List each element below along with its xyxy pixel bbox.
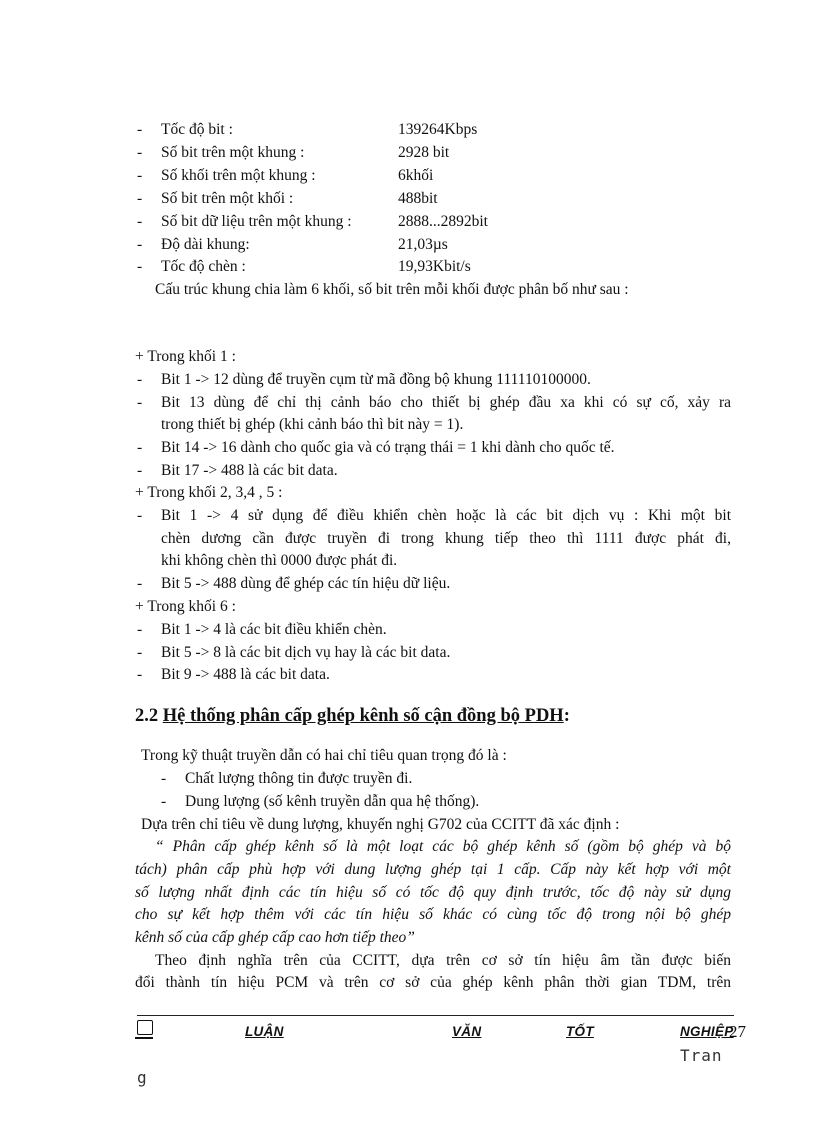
footer-word: NGHIỆP (680, 1024, 734, 1039)
spec-dash: - (137, 144, 143, 161)
spec-value: 139264Kbps (398, 121, 478, 138)
criteria-item: Dung lượng (số kênh truyền dẫn qua hệ thống). (185, 793, 480, 810)
spec-label: Tốc độ bit : (161, 121, 233, 138)
spec-dash: - (137, 190, 143, 207)
section-title: Hệ thống phân cấp ghép kênh số cận đồng bộ PDH (162, 706, 564, 726)
block6-item: Bit 9 -> 488 là các bit data. (161, 666, 330, 683)
spec-value: 488bit (398, 190, 438, 207)
quote-line: số lượng nhất định các tín hiệu số có tốc độ quy định trước, tốc độ này sử dụng (135, 884, 731, 901)
spec-value: 2928 bit (398, 144, 450, 161)
block1-title: + Trong khối 1 : (135, 348, 236, 365)
block1-item: Bit 14 -> 16 dành cho quốc gia và có trạng thái = 1 khi dành cho quốc tế. (161, 439, 615, 456)
block1-item: Bit 1 -> 12 dùng để truyền cụm từ mã đồng bộ khung 111110100000. (161, 371, 591, 388)
section-colon: : (563, 706, 570, 726)
spec-dash: - (137, 167, 143, 184)
list-dash: - (137, 394, 143, 411)
block2-item-cont: chèn dương cần được truyền đi trong khung tiếp theo thì 1111 được phát đi, (161, 530, 731, 547)
page-number: 27 (729, 1022, 746, 1041)
list-dash: - (137, 575, 143, 592)
spec-label: Số bit dữ liệu trên một khung : (161, 213, 352, 230)
list-dash: - (161, 770, 167, 787)
block6-item: Bit 1 -> 4 là các bit điều khiển chèn. (161, 621, 387, 638)
spec-value: 2888...2892bit (398, 213, 488, 230)
list-dash: - (137, 371, 143, 388)
closing-line: đổi thành tín hiệu PCM và trên cơ sở của ghép kênh phân thời gian TDM, trên (135, 974, 731, 991)
list-dash: - (137, 507, 143, 524)
list-dash: - (137, 666, 143, 683)
quote-line: cho sự kết hợp thêm với các tín hiệu số khác có cùng tốc độ trong nội bộ ghép (135, 906, 731, 923)
quote-line: “ Phân cấp ghép kênh số là một loạt các bộ ghép kênh số (gồm bộ ghép và bộ (155, 838, 731, 855)
list-dash: - (161, 793, 167, 810)
spec-dash: - (137, 213, 143, 230)
footer-word: VĂN (452, 1024, 482, 1039)
block1-item: Bit 17 -> 488 là các bit data. (161, 462, 338, 479)
block1-item-cont: trong thiết bị ghép (khi cảnh báo thì bit này = 1). (161, 416, 464, 433)
block2-item: Bit 5 -> 488 dùng để ghép các tín hiệu dữ liệu. (161, 575, 451, 592)
block1-item: Bit 13 dùng để chỉ thị cảnh báo cho thiết bị ghép đầu xa khi có sự cố, xảy ra (161, 394, 731, 411)
spec-value: 19,93Kbit/s (398, 258, 471, 275)
list-dash: - (137, 462, 143, 479)
section-heading (135, 706, 570, 727)
block2-item: Bit 1 -> 4 sử dụng để điều khiển chèn hoặc là các bit dịch vụ : Khi một bit (161, 507, 731, 524)
footer-word: TỐT (566, 1024, 594, 1039)
quote-line: tách) phân cấp phù hợp với dung lượng ghép tại 1 cấp. Cấp này kết hợp với một (135, 861, 731, 878)
footer-trang-g: g (137, 1068, 148, 1087)
footer-word: LUẬN (245, 1024, 284, 1039)
block2-title: + Trong khối 2, 3,4 , 5 : (135, 484, 283, 501)
list-dash: - (137, 621, 143, 638)
spec-label: Số khối trên một khung : (161, 167, 316, 184)
footer-divider (137, 1015, 734, 1016)
block2-item-cont: khi không chèn thì 0000 được phát đi. (161, 552, 398, 569)
frame-structure-intro: Cấu trúc khung chia làm 6 khối, số bit trên mỗi khối được phân bố như sau : (155, 281, 629, 298)
intro-paragraph: Trong kỹ thuật truyền dẫn có hai chỉ tiêu quan trọng đó là : (141, 747, 507, 764)
criteria-item: Chất lượng thông tin được truyền đi. (185, 770, 413, 787)
list-dash: - (137, 644, 143, 661)
spec-dash: - (137, 236, 143, 253)
spec-dash: - (137, 121, 143, 138)
spec-label: Số bit trên một khối : (161, 190, 294, 207)
spec-label: Tốc độ chèn : (161, 258, 246, 275)
basis-paragraph: Dựa trên chỉ tiêu về dung lượng, khuyến nghị G702 của CCITT đã xác định : (141, 816, 620, 833)
list-dash: - (137, 439, 143, 456)
spec-value: 21,03µs (398, 236, 448, 253)
section-number: 2.2 (135, 706, 159, 726)
block6-item: Bit 5 -> 8 là các bit dịch vụ hay là các bit data. (161, 644, 451, 661)
block6-title: + Trong khối 6 : (135, 598, 236, 615)
spec-label: Số bit trên một khung : (161, 144, 305, 161)
document-icon (137, 1020, 153, 1035)
closing-line: Theo định nghĩa trên của CCITT, dựa trên cơ sở tín hiệu âm tần được biến (155, 952, 731, 969)
footer-trang: Tran (680, 1046, 723, 1065)
spec-label: Độ dài khung: (161, 236, 250, 253)
quote-line-last: kênh số của cấp ghép cấp cao hơn tiếp theo” (135, 929, 415, 946)
spec-dash: - (137, 258, 143, 275)
spec-value: 6khối (398, 167, 434, 184)
